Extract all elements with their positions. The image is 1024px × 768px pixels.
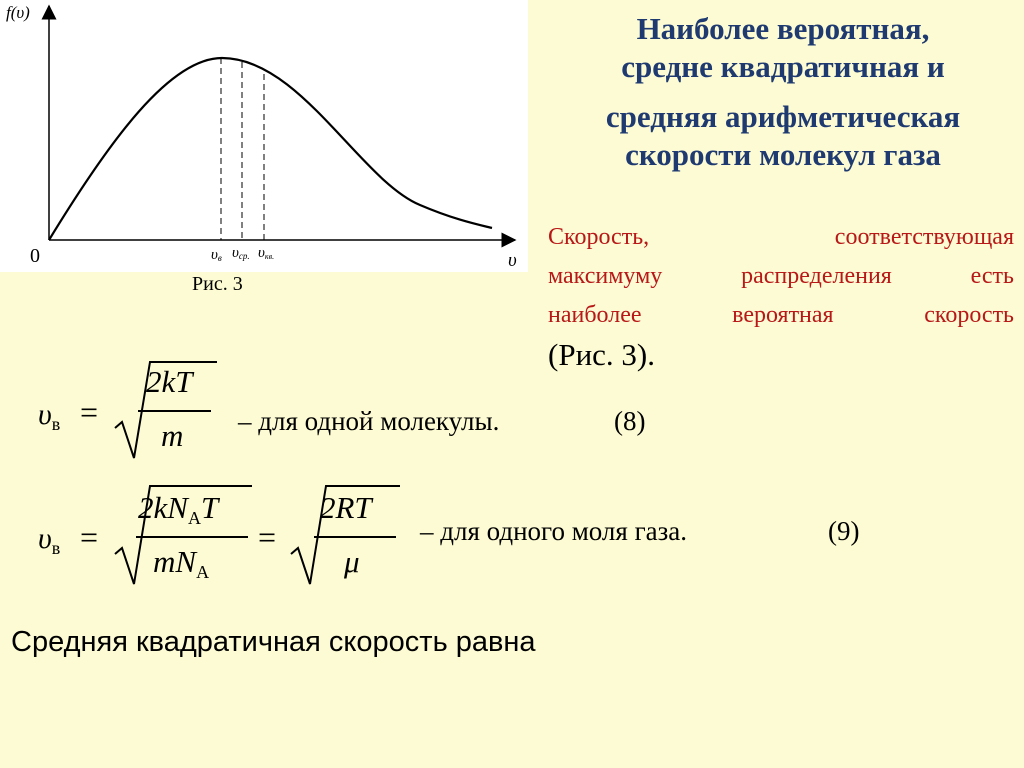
title-line: Наиболее вероятная, — [636, 11, 930, 46]
formula8-fraction-bar — [138, 410, 211, 412]
formula9-note: – для одного моля газа. — [420, 516, 688, 546]
figure-caption: Рис. 3 — [192, 273, 243, 295]
title-line: средняя арифметическая — [605, 99, 961, 134]
formula8-lhs: $\upsilon_в$ — [38, 398, 61, 434]
distribution-curve — [49, 58, 492, 240]
v-rms-label: υкв. — [258, 245, 275, 261]
v-most-probable-label: υв — [211, 247, 222, 263]
graph-panel — [0, 0, 528, 272]
formula8-number: (8) — [614, 406, 646, 436]
formula9-fraction-bar1 — [136, 536, 248, 538]
origin-label: 0 — [30, 245, 40, 267]
formula9-denominator1: mNA — [153, 544, 210, 582]
formula8-equals: = — [80, 394, 99, 430]
formula9-numerator2: 2RT — [320, 490, 372, 525]
formula9-fraction-bar2 — [314, 536, 396, 538]
figure-reference: (Рис. 3). — [548, 337, 655, 372]
formula9-denominator2: μ — [344, 544, 360, 579]
formula8-numerator: 2kT — [146, 364, 193, 399]
x-axis-label: υ — [508, 250, 517, 271]
formula8-denominator: m — [161, 418, 184, 453]
slide-title — [548, 10, 1018, 174]
v-mean-label: υср. — [232, 245, 250, 261]
formula9-lhs: $\upsilon_в$ — [38, 522, 61, 558]
title-line: средне квадратичная и — [621, 49, 945, 84]
formula9-equals2: = — [258, 519, 277, 555]
description: Скорость, соответствующая максимуму распределения есть наиболее вероятная скорость (Рис. 3). — [548, 224, 1014, 372]
formula8-note: – для одной молекулы. — [238, 406, 500, 436]
formula9-numerator1: 2kNAT — [138, 490, 219, 528]
formula9-equals: = — [80, 519, 99, 555]
formula9-number: (9) — [828, 516, 860, 546]
bottom-text: Средняя квадратичная скорость равна — [11, 626, 536, 658]
distribution-graph — [0, 0, 528, 272]
y-axis-label: f(υ) — [6, 3, 30, 22]
title-line: скорости молекул газа — [625, 137, 941, 172]
